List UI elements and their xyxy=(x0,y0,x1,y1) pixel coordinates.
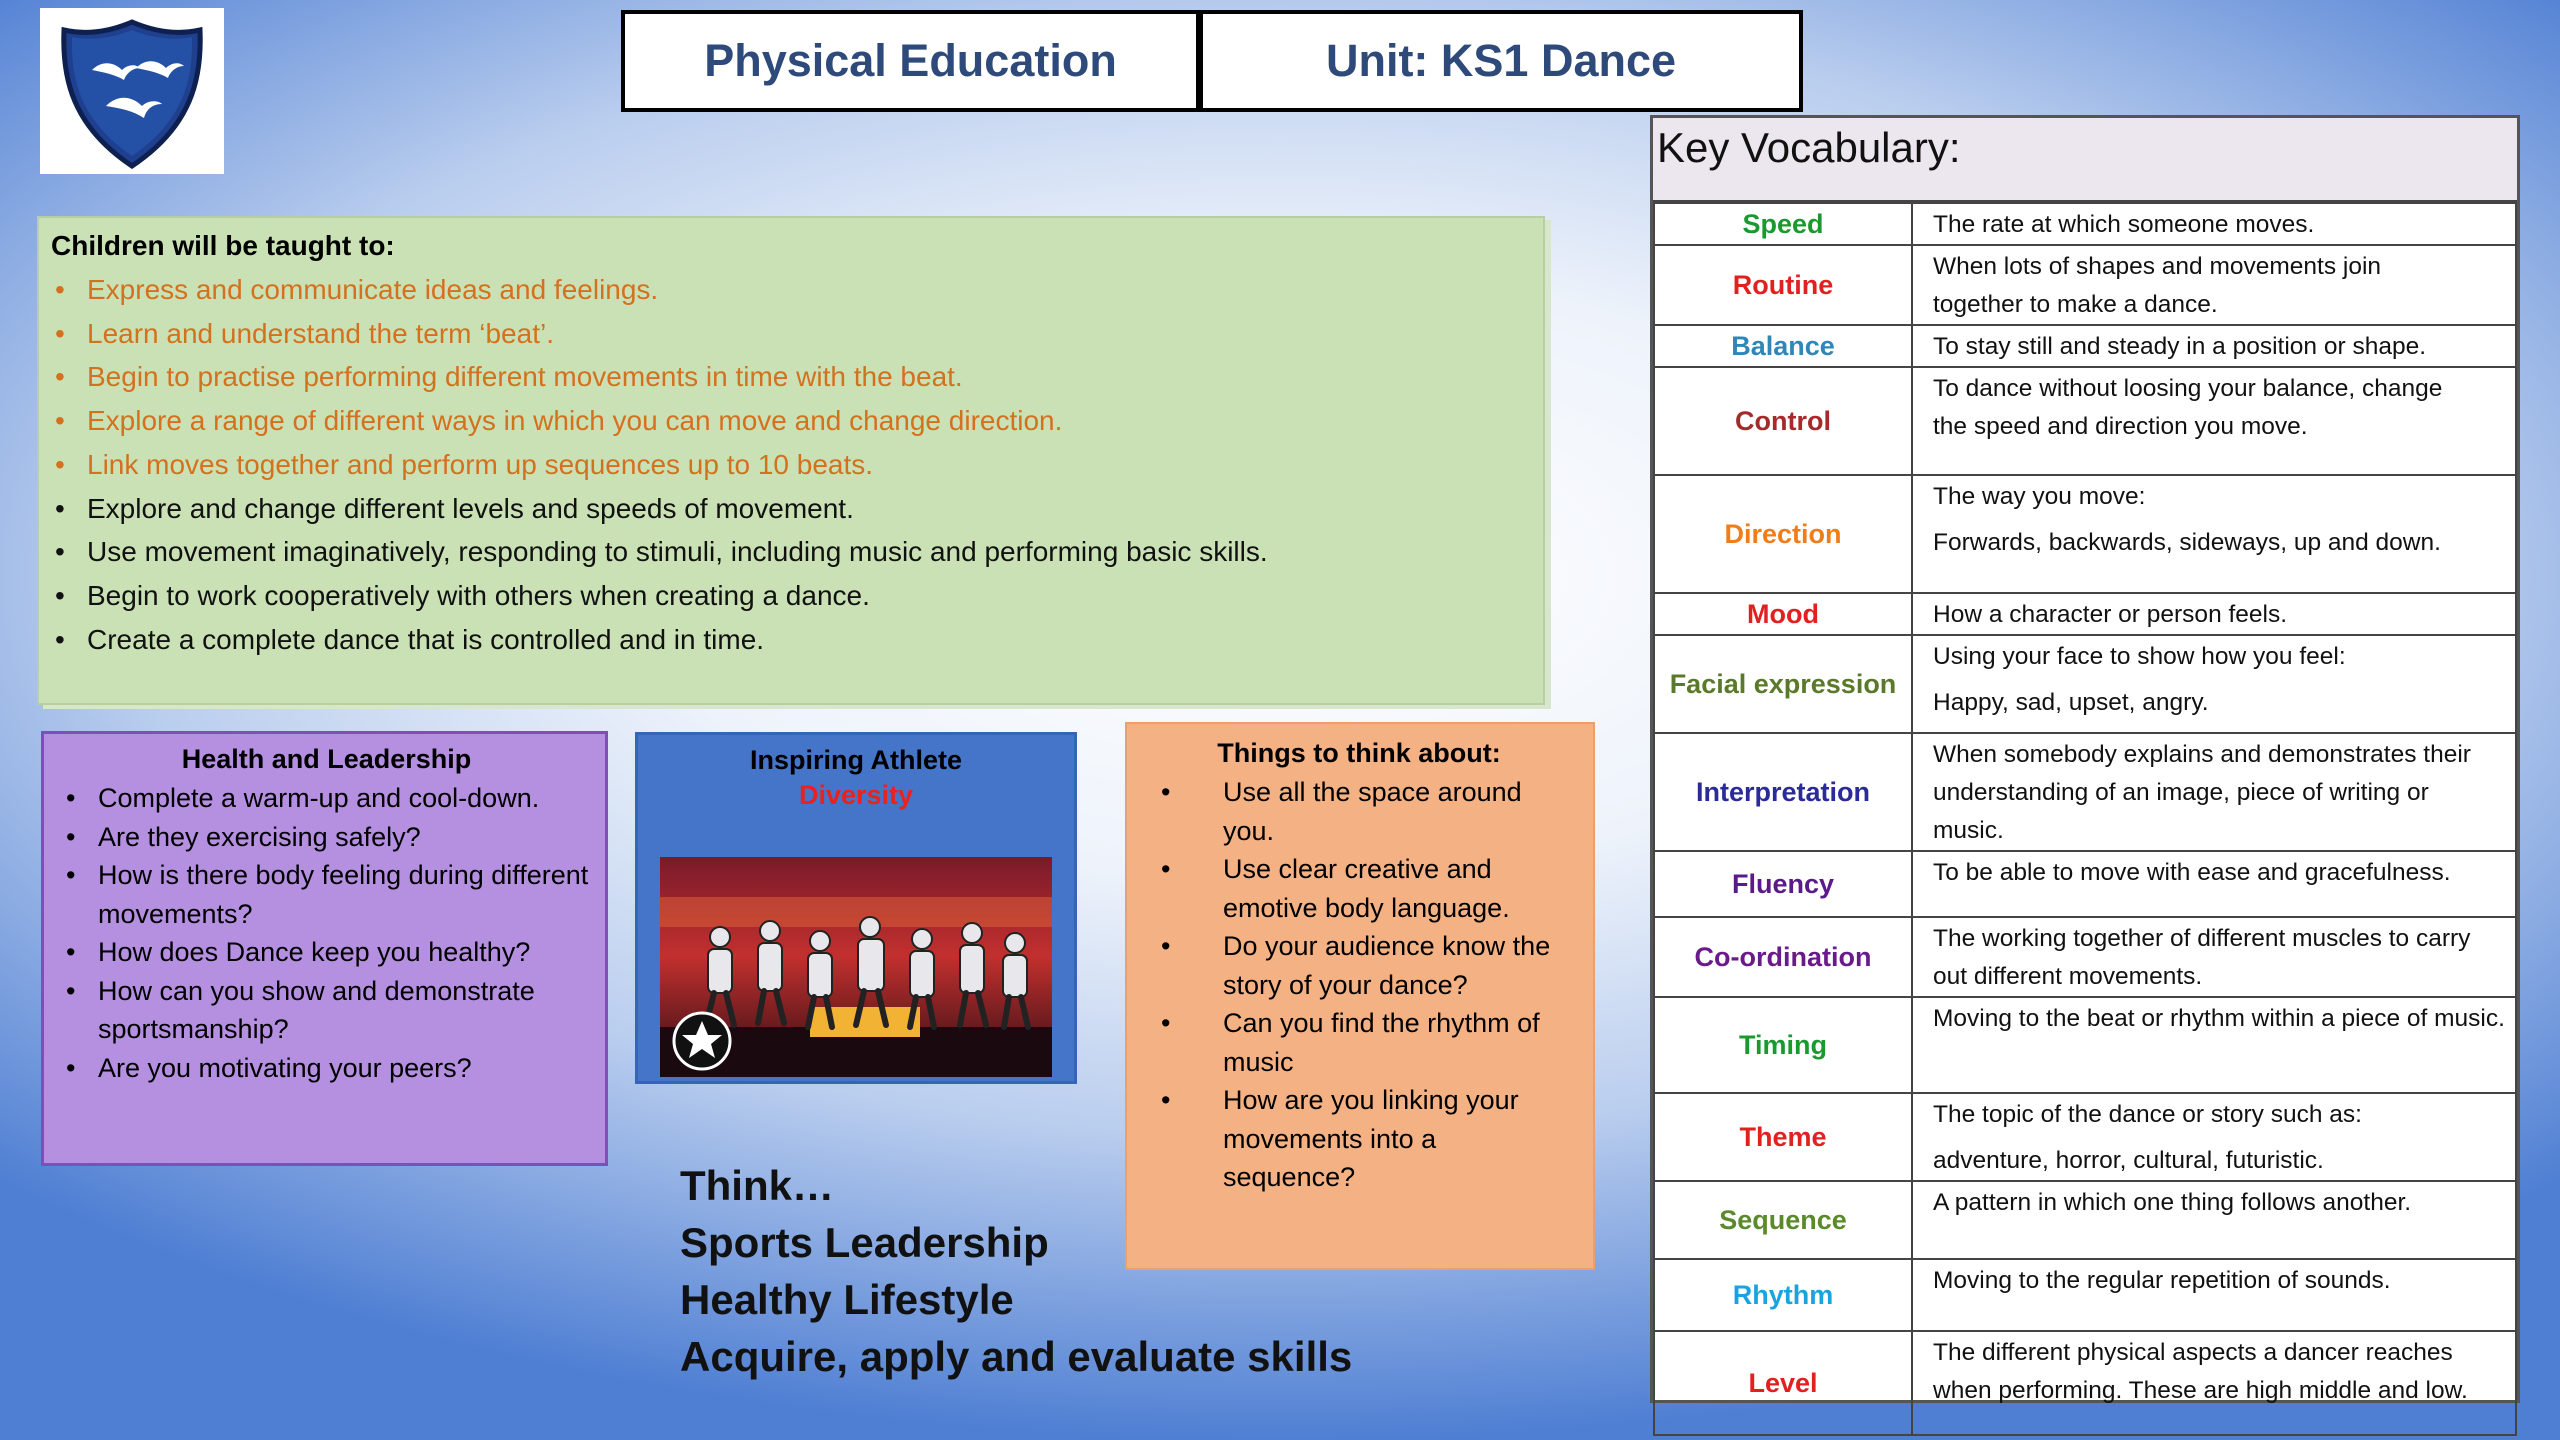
vocab-term: Interpretation xyxy=(1654,733,1912,851)
vocab-definition xyxy=(1912,245,2516,325)
vocab-row xyxy=(1654,997,2516,1093)
vocab-term: Level xyxy=(1654,1331,1912,1435)
vocab-term: Mood xyxy=(1654,593,1912,635)
health-list xyxy=(62,779,591,1087)
vocab-row xyxy=(1654,203,2516,245)
vocab-row xyxy=(1654,475,2516,593)
vocab-definition xyxy=(1912,1331,2516,1435)
health-item: • How can you show and demonstrate sportsmanship? xyxy=(62,972,591,1049)
things-item: • Do your audience know the story of your dance? xyxy=(1145,927,1573,1004)
athlete-photo xyxy=(660,857,1052,1077)
vocab-definition-line: When somebody explains and demonstrates their understanding of an image, piece of writing or music. xyxy=(1933,741,2471,844)
vocab-definition xyxy=(1912,325,2516,367)
vocab-row xyxy=(1654,1331,2516,1435)
vocab-definition xyxy=(1912,1259,2516,1331)
vocab-row xyxy=(1654,1259,2516,1331)
subject-title: Physical Education xyxy=(621,10,1200,112)
taught-item: • Learn and understand the term ‘beat’. xyxy=(51,312,1543,356)
health-item: • Complete a warm-up and cool-down. xyxy=(62,779,591,818)
health-title: Health and Leadership xyxy=(181,744,472,774)
vocab-definition-line: To dance without loosing your balance, change xyxy=(1933,375,2443,402)
vocab-definition xyxy=(1912,997,2516,1093)
vocab-definition-line: Happy, sad, upset, angry. xyxy=(1933,689,2209,716)
dance-group-photo-icon xyxy=(660,857,1052,1077)
things-list xyxy=(1145,773,1573,1197)
vocab-definition-line: How a character or person feels. xyxy=(1933,601,2288,628)
vocab-definition-line: Using your face to show how you feel: xyxy=(1933,643,2346,670)
health-item: • How is there body feeling during different movements? xyxy=(62,856,591,933)
vocab-definition-line: The way you move: xyxy=(1933,483,2146,510)
vocab-definition xyxy=(1912,733,2516,851)
vocab-definition xyxy=(1912,1181,2516,1259)
think-line: Healthy Lifestyle xyxy=(680,1276,1014,1323)
vocab-term: Sequence xyxy=(1654,1181,1912,1259)
vocab-definition-line: To be able to move with ease and gracefulness. xyxy=(1933,859,2451,886)
vocab-definition xyxy=(1912,475,2516,593)
athlete-panel xyxy=(635,732,1077,1084)
school-logo xyxy=(40,8,224,174)
unit-title: Unit: KS1 Dance xyxy=(1199,10,1803,112)
school-shield-birds-icon xyxy=(40,8,224,174)
vocab-term: Theme xyxy=(1654,1093,1912,1181)
vocab-definition xyxy=(1912,203,2516,245)
taught-title: Children will be taught to: xyxy=(51,230,395,261)
vocab-definition xyxy=(1912,593,2516,635)
health-item: • Are they exercising safely? xyxy=(62,818,591,857)
vocab-definition-line: The working together of different muscles to carry out different movements. xyxy=(1933,925,2471,990)
vocab-definition xyxy=(1912,367,2516,475)
things-item: • Can you find the rhythm of music xyxy=(1145,1004,1573,1081)
vocab-row xyxy=(1654,917,2516,997)
vocab-term: Routine xyxy=(1654,245,1912,325)
vocab-term: Balance xyxy=(1654,325,1912,367)
taught-item: • Begin to work cooperatively with others when creating a dance. xyxy=(51,574,1543,618)
vocab-definition-line: Forwards, backwards, sideways, up and down. xyxy=(1933,529,2441,556)
vocab-term: Control xyxy=(1654,367,1912,475)
vocab-row xyxy=(1654,635,2516,733)
vocab-row xyxy=(1654,733,2516,851)
vocab-definition-line: The rate at which someone moves. xyxy=(1933,211,2315,238)
think-line: Acquire, apply and evaluate skills xyxy=(680,1333,1353,1380)
taught-item: • Begin to practise performing different movements in time with the beat. xyxy=(51,355,1543,399)
vocab-title: Key Vocabulary: xyxy=(1653,118,2517,202)
vocab-term: Fluency xyxy=(1654,851,1912,917)
vocab-definition-line: Moving to the regular repetition of sounds. xyxy=(1933,1267,2391,1294)
vocab-definition-line: adventure, horror, cultural, futuristic. xyxy=(1933,1147,2324,1174)
health-item: • Are you motivating your peers? xyxy=(62,1049,591,1088)
vocab-definition-line: The different physical aspects a dancer reaches when performing. These are high middle and low. xyxy=(1933,1339,2468,1404)
taught-item: • Explore a range of different ways in which you can move and change direction. xyxy=(51,399,1543,443)
think-line: Sports Leadership xyxy=(680,1219,1049,1266)
vocab-definition xyxy=(1912,917,2516,997)
taught-panel xyxy=(37,216,1545,705)
vocab-definition-line: the speed and direction you move. xyxy=(1933,413,2308,440)
vocab-row xyxy=(1654,367,2516,475)
vocab-table xyxy=(1653,202,2517,1436)
vocab-row xyxy=(1654,851,2516,917)
taught-item: • Link moves together and perform up sequences up to 10 beats. xyxy=(51,443,1543,487)
taught-list xyxy=(51,268,1543,661)
vocab-term: Facial expression xyxy=(1654,635,1912,733)
things-item: • How are you linking your movements into a sequence? xyxy=(1145,1081,1573,1197)
vocab-definition-line: When lots of shapes and movements join xyxy=(1933,253,2382,280)
vocab-term: Rhythm xyxy=(1654,1259,1912,1331)
vocab-panel xyxy=(1650,115,2520,1403)
vocab-term: Direction xyxy=(1654,475,1912,593)
think-line: Think… xyxy=(680,1162,834,1209)
vocab-definition xyxy=(1912,1093,2516,1181)
taught-item: • Express and communicate ideas and feelings. xyxy=(51,268,1543,312)
vocab-definition-line: together to make a dance. xyxy=(1933,291,2218,318)
vocab-row xyxy=(1654,1181,2516,1259)
vocab-term: Co-ordination xyxy=(1654,917,1912,997)
taught-item: • Use movement imaginatively, responding to stimuli, including music and performing basic skills. xyxy=(51,530,1543,574)
taught-item: • Explore and change different levels and speeds of movement. xyxy=(51,487,1543,531)
vocab-row xyxy=(1654,593,2516,635)
think-block xyxy=(680,1157,1440,1385)
athlete-title: Inspiring Athlete xyxy=(749,745,962,775)
health-panel xyxy=(41,731,608,1166)
taught-item: • Create a complete dance that is controlled and in time. xyxy=(51,618,1543,662)
things-item: • Use all the space around you. xyxy=(1145,773,1573,850)
vocab-term: Speed xyxy=(1654,203,1912,245)
athlete-name: Diversity xyxy=(798,780,914,810)
vocab-row xyxy=(1654,1093,2516,1181)
vocab-definition-line: Moving to the beat or rhythm within a piece of music. xyxy=(1933,1005,2505,1032)
vocab-definition-line: A pattern in which one thing follows another. xyxy=(1933,1189,2412,1216)
vocab-term: Timing xyxy=(1654,997,1912,1093)
vocab-row xyxy=(1654,245,2516,325)
things-item: • Use clear creative and emotive body language. xyxy=(1145,850,1573,927)
vocab-row xyxy=(1654,325,2516,367)
vocab-definition-line: To stay still and steady in a position or shape. xyxy=(1933,333,2427,360)
things-title: Things to think about: xyxy=(1217,738,1501,768)
vocab-definition xyxy=(1912,851,2516,917)
vocab-definition-line: The topic of the dance or story such as: xyxy=(1933,1101,2362,1128)
health-item: • How does Dance keep you healthy? xyxy=(62,933,591,972)
vocab-definition xyxy=(1912,635,2516,733)
